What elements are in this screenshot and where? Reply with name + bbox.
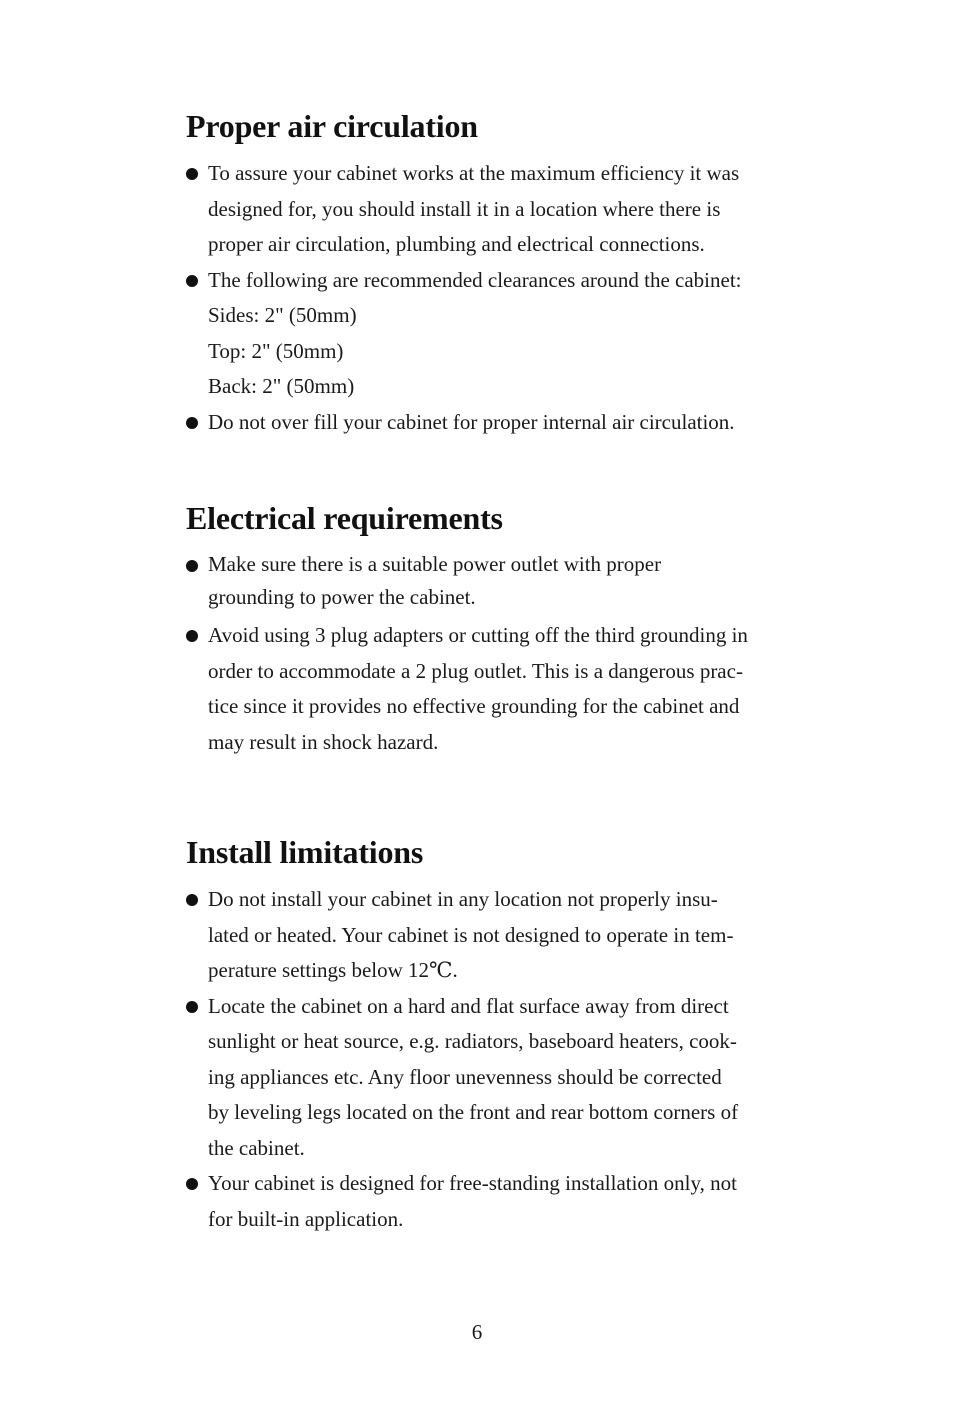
bullet-icon xyxy=(186,1001,198,1013)
text-line: may result in shock hazard. xyxy=(208,729,439,754)
list-item xyxy=(186,1166,806,1237)
text-line: tice since it provides no effective grounding for the cabinet and xyxy=(208,694,740,718)
text-line: the cabinet. xyxy=(208,1135,305,1160)
text-line: designed for, you should install it in a location where there is xyxy=(208,196,721,221)
list-item xyxy=(186,405,806,441)
text-line: proper air circulation, plumbing and electrical connections. xyxy=(208,232,705,256)
bullet-icon xyxy=(186,168,198,180)
bullet-icon xyxy=(186,275,198,287)
text-line: Do not over fill your cabinet for proper internal air circulation. xyxy=(208,409,735,434)
page-number: 6 xyxy=(471,1320,483,1344)
section-air-circulation xyxy=(186,106,806,440)
text-line: lated or heated. Your cabinet is not designed to operate in tem- xyxy=(208,922,734,947)
list-item xyxy=(186,618,806,760)
bullet-icon xyxy=(186,1178,198,1190)
text-line: Your cabinet is designed for free-standing installation only, not xyxy=(208,1171,737,1195)
bullet-icon xyxy=(186,894,198,906)
text-line: grounding to power the cabinet. xyxy=(208,585,476,609)
text-line: To assure your cabinet works at the maximum efficiency it was xyxy=(208,161,740,185)
text-line: Make sure there is a suitable power outlet with proper xyxy=(208,552,662,576)
section-install-limitations xyxy=(186,832,806,1237)
text-line: Avoid using 3 plug adapters or cutting off the third grounding in xyxy=(208,623,748,647)
text-line: order to accommodate a 2 plug outlet. This is a dangerous prac- xyxy=(208,658,743,683)
list-item xyxy=(186,882,806,989)
text-line: for built-in application. xyxy=(208,1206,404,1231)
section-title: Proper air circulation xyxy=(186,108,478,144)
text-line: Back: 2" (50mm) xyxy=(208,374,355,398)
list-item xyxy=(186,263,806,405)
text-line: Locate the cabinet on a hard and flat surface away from direct xyxy=(208,993,729,1018)
list-item xyxy=(186,989,806,1167)
text-line: Top: 2" (50mm) xyxy=(208,338,344,363)
text-line: The following are recommended clearances around the cabinet: xyxy=(208,267,742,292)
list-item xyxy=(186,156,806,263)
text-line: perature settings below 12℃. xyxy=(208,958,458,982)
section-electrical-requirements xyxy=(186,498,806,760)
bullet-list xyxy=(186,156,806,440)
text-line: Do not install your cabinet in any location not properly insu- xyxy=(208,887,718,911)
text-line: by leveling legs located on the front and rear bottom corners of xyxy=(208,1100,739,1124)
section-title: Electrical requirements xyxy=(186,500,503,536)
text-line: sunlight or heat source, e.g. radiators, baseboard heaters, cook- xyxy=(208,1029,737,1053)
section-title: Install limitations xyxy=(186,834,424,870)
text-line: Sides: 2" (50mm) xyxy=(208,303,357,327)
list-item xyxy=(186,548,806,614)
bullet-list xyxy=(186,548,806,760)
bullet-icon xyxy=(186,417,198,429)
bullet-icon xyxy=(186,560,198,572)
bullet-icon xyxy=(186,630,198,642)
text-line: ing appliances etc. Any floor unevenness should be corrected xyxy=(208,1064,722,1089)
bullet-list xyxy=(186,882,806,1237)
